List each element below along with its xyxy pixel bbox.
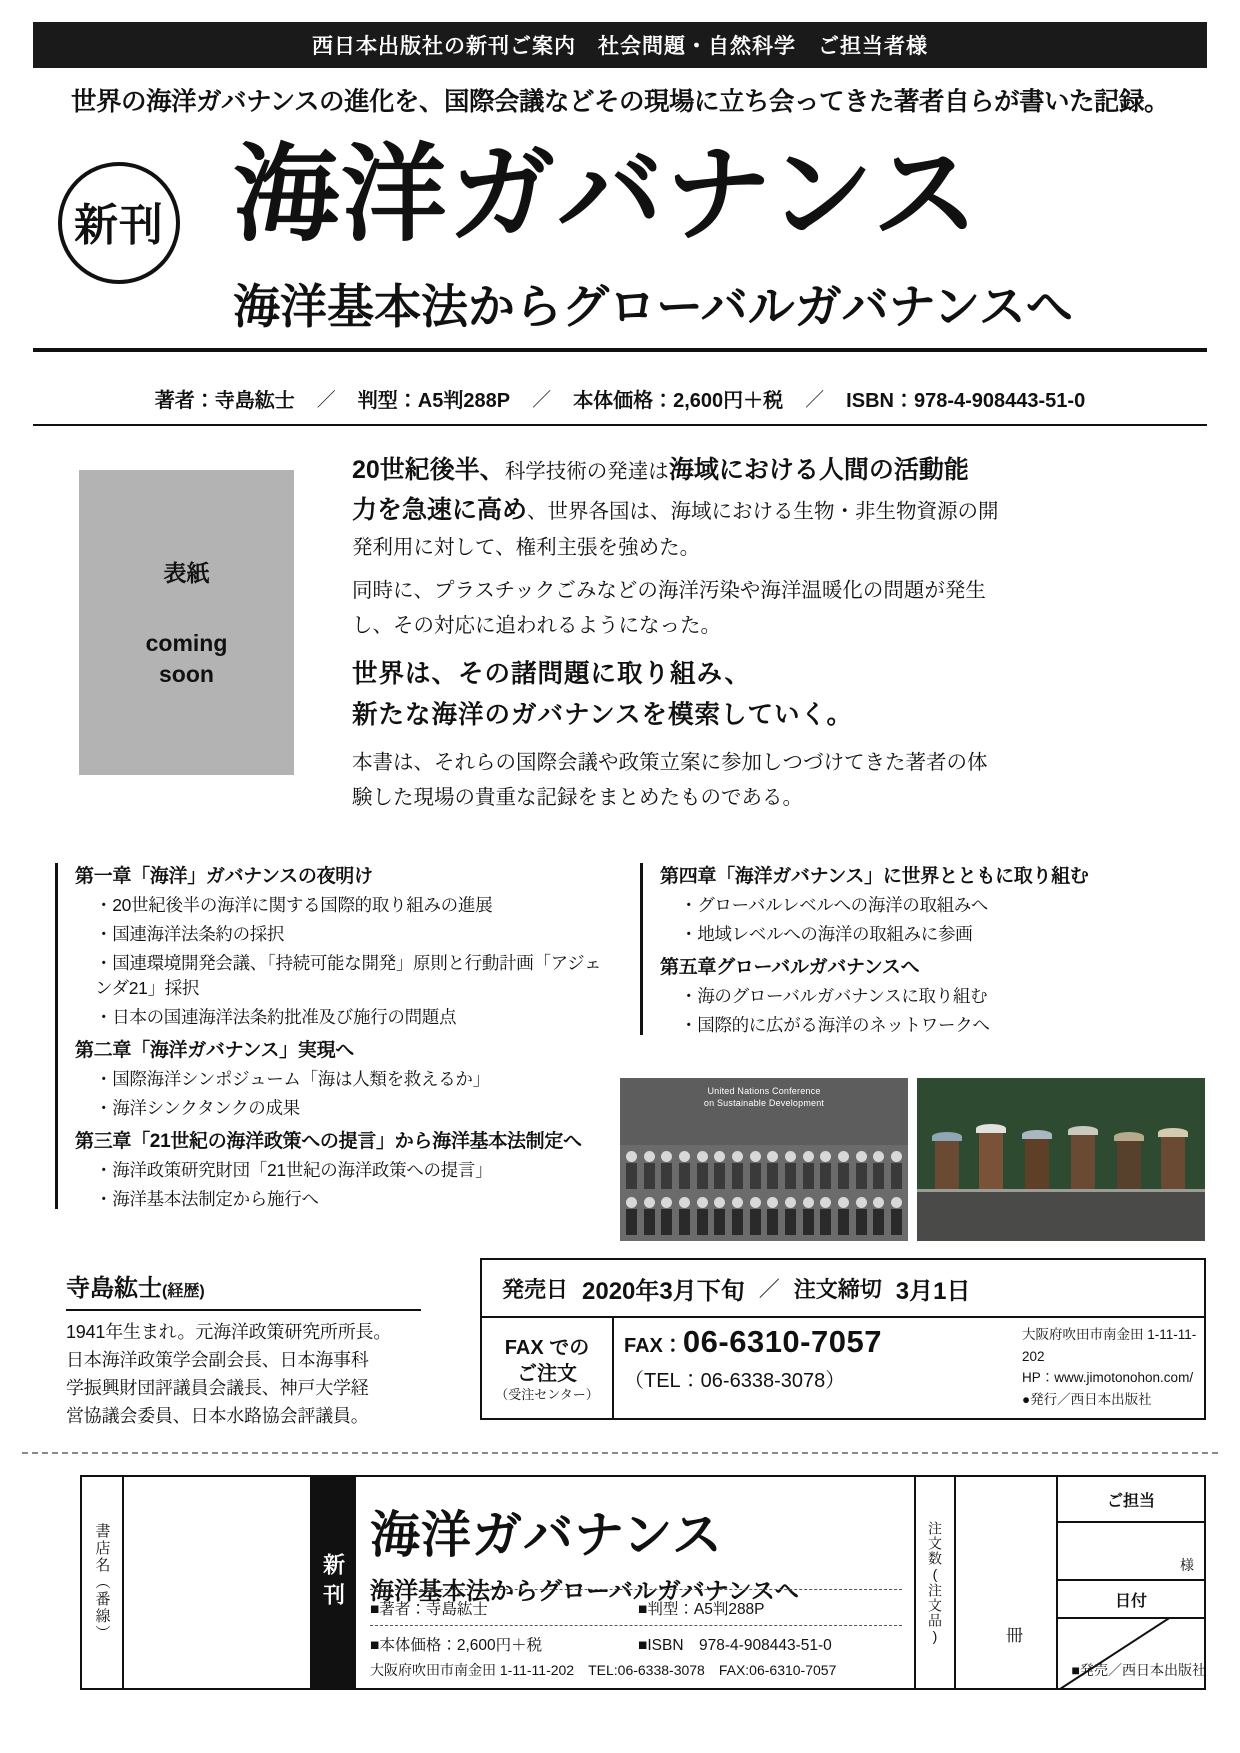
- form-new-release-label: 新刊: [320, 1552, 346, 1613]
- cover-coming-line2: soon: [159, 661, 214, 687]
- form-person-label: ご担当: [1058, 1477, 1204, 1523]
- release-date-row: [482, 1260, 1204, 1318]
- toc-chapter: 第四章「海洋ガバナンス」に世界とともに取り組む: [660, 866, 1089, 887]
- toc-chapter: 第二章「海洋ガバナンス」実現へ: [75, 1040, 354, 1061]
- form-order-count-unit: 冊: [1006, 1626, 1023, 1645]
- release-slash: ／: [758, 1278, 780, 1301]
- photo-caption-line2: on Sustainable Development: [703, 1097, 825, 1108]
- author-profile: [66, 1268, 466, 1431]
- author-bio-line1: 1941年生まれ。元海洋政策研究所所長。: [66, 1322, 392, 1342]
- form-footer-address: 大阪府吹田市南金田 1-11-11-202 TEL:06-6338-3078 FAX:06-6310-7057: [370, 1662, 837, 1678]
- fax-order-title-line2: ご注文: [517, 1362, 577, 1385]
- divider-top: [33, 348, 1207, 352]
- cover-coming-line1: coming: [145, 629, 228, 656]
- lead-highlight-1: 世界は、その諸問題に取り組み、: [352, 659, 752, 688]
- lead-line-2: [352, 492, 1112, 530]
- toc-right-column: [640, 855, 1200, 1041]
- form-footer-publisher: ■発売／西日本出版社: [1071, 1662, 1206, 1678]
- divider-spec: [33, 424, 1207, 426]
- form-date-label: 日付: [1058, 1581, 1204, 1619]
- form-order-count-label-cell: [914, 1477, 956, 1688]
- book-spec-line: [33, 384, 1207, 413]
- author-name-suffix: (経歴): [162, 1283, 205, 1300]
- form-book-title-sub: 海洋基本法からグローバルガバナンスへ: [370, 1576, 799, 1605]
- toc-item: ・海洋基本法制定から施行へ: [95, 1189, 319, 1209]
- cover-placeholder-status: [146, 628, 228, 690]
- toc-item: ・20世紀後半の海洋に関する国際的取り組みの進展: [95, 895, 493, 915]
- form-store-input[interactable]: [124, 1477, 312, 1688]
- cover-placeholder-label: 表紙: [163, 559, 210, 586]
- lead-highlight-2: 新たな海洋のガバナンスを模索していく。: [352, 701, 853, 730]
- toc-item: ・国連海洋法条約の採択: [95, 924, 285, 944]
- form-spec-row: [370, 1625, 902, 1661]
- spec-price: 本体価格：2,600円＋税: [573, 390, 784, 412]
- order-info-box: [480, 1258, 1206, 1420]
- toc-left-column: [55, 855, 615, 1215]
- form-spec-format: ■判型：A5判288P: [638, 1601, 765, 1618]
- toc-item: ・海洋シンクタンクの成果: [95, 1098, 300, 1118]
- author-bio-line3: 学振興財団評議員会議長、神戸大学経: [66, 1377, 369, 1398]
- form-order-count-label: 注文数(注文品): [927, 1520, 943, 1645]
- toc-chapter: 第五章グローバルガバナンスへ: [660, 957, 920, 978]
- title-block: [33, 130, 1207, 345]
- form-store-label-cell: [82, 1477, 124, 1688]
- form-person-input[interactable]: [1058, 1523, 1204, 1581]
- form-spec-author: ■著者：寺島紘士: [370, 1601, 488, 1618]
- toc-left-list: [55, 861, 615, 1211]
- cut-line: [22, 1452, 1218, 1454]
- catch-copy: 世界の海洋ガバナンスの進化を、国際会議などその現場に立ち会ってきた著者自らが書いた記録。: [71, 88, 1169, 116]
- toc-item: ・国際海洋シンポジューム「海は人類を救えるか」: [95, 1069, 490, 1089]
- form-book-specs: [370, 1589, 902, 1661]
- fax-order-title-line3: （受注センター）: [495, 1386, 599, 1402]
- form-spec-isbn: ■ISBN 978-4-908443-51-0: [638, 1637, 832, 1654]
- author-profile-body: [66, 1319, 466, 1431]
- photo-caption-line1: United Nations Conference: [707, 1086, 821, 1096]
- fax-number: 06-6310-7057: [682, 1324, 882, 1359]
- toc-item: ・地域レベルへの海洋の取組みに参画: [680, 924, 973, 944]
- lead-1c: 海域における人間の活動能: [668, 456, 969, 484]
- photo-fishermen-boat: [917, 1078, 1205, 1241]
- publisher-hp: HP：www.jimotonohon.com/: [1022, 1370, 1194, 1386]
- lead-line-7: 験した現場の貴重な記録をまとめたものである。: [352, 785, 803, 809]
- form-spec-price: ■本体価格：2,600円＋税: [370, 1637, 543, 1654]
- toc-item: ・国際的に広がる海洋のネットワークへ: [680, 1015, 990, 1035]
- photo-un-conference: [620, 1078, 908, 1241]
- toc-item: ・海のグローバルガバナンスに取り組む: [680, 986, 988, 1006]
- lead-line-4: 同時に、プラスチックごみなどの海洋汚染や海洋温暖化の問題が発生: [352, 579, 986, 603]
- form-store-label: 書店名（番線）: [93, 1523, 111, 1642]
- toc-item: ・海洋政策研究財団「21世紀の海洋政策への提言」: [95, 1160, 493, 1180]
- lead-2a: 力を急速に高め: [352, 495, 528, 524]
- publisher-name: ●発行／西日本出版社: [1022, 1391, 1152, 1407]
- lead-line-6: 本書は、それらの国際会議や政策立案に参加しつづけてきた著者の体: [352, 750, 988, 774]
- lead-2b: 、世界各国は、海域における生物・非生物資源の開: [527, 499, 999, 523]
- order-form: [80, 1475, 1206, 1690]
- page-title: 海洋ガバナンス: [233, 131, 981, 256]
- header-banner: [33, 22, 1207, 68]
- form-new-release-tag: [312, 1477, 356, 1688]
- release-date-value: 2020年3月下旬: [582, 1277, 745, 1305]
- author-bio-line2: 日本海洋政策学会副会長、日本海事科: [66, 1349, 369, 1370]
- author-profile-name: [66, 1268, 421, 1311]
- fax-number-row: [624, 1324, 1004, 1360]
- form-contact-cells: [1058, 1477, 1204, 1688]
- publisher-address: 大阪府吹田市南金田 1-11-11-202: [1022, 1327, 1197, 1364]
- toc-item: ・グローバルレベルへの海洋の取組みへ: [680, 895, 988, 915]
- toc-item: ・日本の国連海洋法条約批准及び施行の問題点: [95, 1007, 457, 1027]
- spec-isbn: ISBN：978-4-908443-51-0: [846, 390, 1086, 412]
- author-name-text: 寺島紘士: [66, 1275, 162, 1302]
- toc-right-list: [640, 861, 1200, 1037]
- photo-boat: [917, 1189, 1205, 1241]
- lead-1a: 20世紀後半、: [352, 456, 505, 484]
- form-date-input[interactable]: [1058, 1619, 1204, 1688]
- form-book-title-main: 海洋ガバナンス: [370, 1505, 723, 1564]
- toc-chapter: 第三章「21世紀の海洋政策への提言」から海洋基本法制定へ: [75, 1131, 582, 1152]
- spec-format: 判型：A5判288P: [357, 390, 511, 412]
- spec-slash-1: ／: [316, 390, 336, 411]
- lead-copy: [352, 452, 1112, 816]
- lead-line-5: し、その対応に追われるようになった。: [352, 614, 721, 638]
- lead-1b: 科学技術の発達は: [504, 460, 669, 483]
- author-bio-line4: 営協議会委員、日本水路協会評議員。: [66, 1405, 369, 1426]
- order-deadline-label: 注文締切: [793, 1276, 882, 1302]
- form-order-count-input[interactable]: [956, 1477, 1058, 1688]
- new-release-badge-label: 新刊: [74, 201, 164, 250]
- lead-line-1: [352, 452, 1112, 490]
- toc-chapter: 第一章「海洋」ガバナンスの夜明け: [75, 866, 373, 887]
- photo-un-conference-caption: [620, 1086, 908, 1109]
- fax-label: FAX：: [624, 1335, 683, 1357]
- tel-number: （TEL：06-6338-3078）: [624, 1370, 846, 1392]
- order-deadline-value: 3月1日: [895, 1277, 971, 1305]
- form-spec-row: [370, 1589, 902, 1625]
- form-date-slash-icon: [1058, 1619, 1204, 1688]
- cover-placeholder: [79, 470, 294, 775]
- fax-order-title: [482, 1318, 614, 1420]
- spec-author: 著者：寺島紘士: [154, 390, 295, 412]
- fax-contact: [624, 1324, 1004, 1393]
- photo-un-crowd: [620, 1145, 908, 1241]
- toc-item: ・国連環境開発会議、「持続可能な開発」原則と行動計画「アジェンダ21」採択: [95, 953, 602, 998]
- release-date-label: 発売日: [502, 1276, 569, 1302]
- form-person-suffix: 様: [1180, 1557, 1194, 1573]
- new-release-badge: [58, 162, 180, 284]
- fax-order-title-line1: FAX での: [504, 1336, 590, 1359]
- publisher-contact: [1022, 1324, 1208, 1410]
- spec-slash-3: ／: [805, 390, 825, 411]
- spec-slash-2: ／: [532, 390, 552, 411]
- lead-line-3: 発利用に対して、権利主張を強めた。: [352, 536, 701, 559]
- header-banner-text: 西日本出版社の新刊ご案内 社会問題・自然科学 ご担当者様: [312, 35, 928, 58]
- page-subtitle: 海洋基本法からグローバルガバナンスへ: [233, 280, 1073, 335]
